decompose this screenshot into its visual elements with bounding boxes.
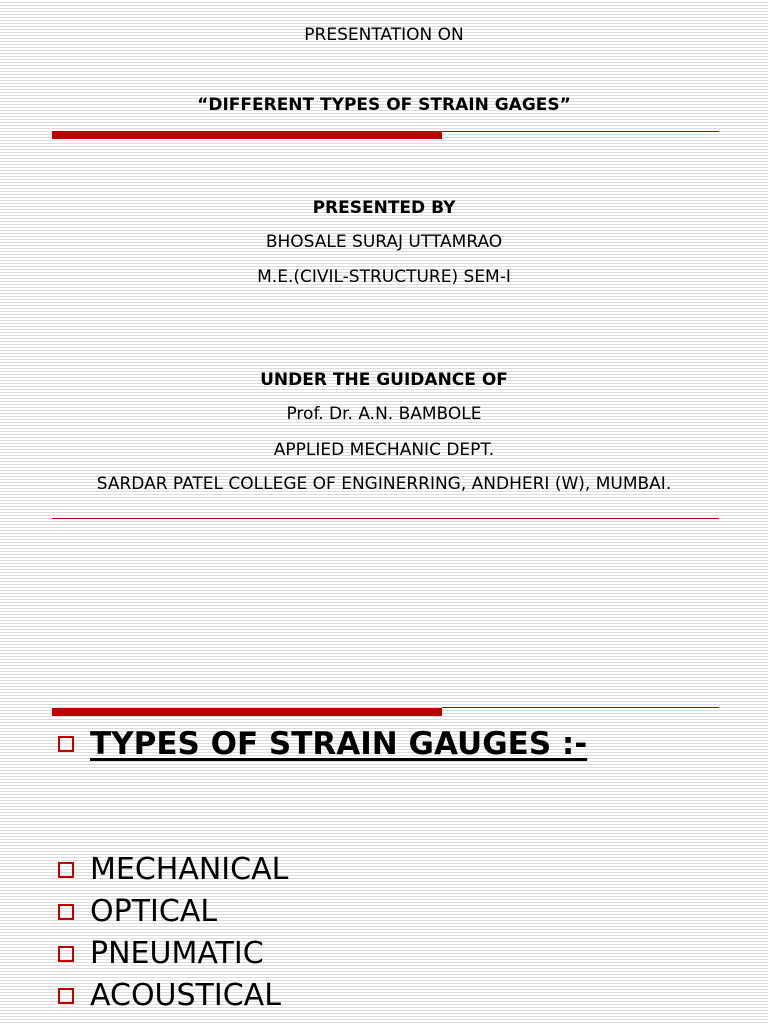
- list-item-label: ACOUSTICAL: [90, 978, 281, 1013]
- presentation-title: “DIFFERENT TYPES OF STRAIN GAGES”: [197, 95, 571, 115]
- list-item: [58, 893, 217, 931]
- list-item-label: PNEUMATIC: [90, 936, 264, 971]
- college-name: SARDAR PATEL COLLEGE OF ENGINERRING, ANDHERI (W), MUMBAI.: [96, 474, 672, 494]
- list-item-label: MECHANICAL: [90, 852, 289, 887]
- presented-by-label: PRESENTED BY: [312, 198, 456, 218]
- list-item: [58, 977, 281, 1015]
- hollow-square-bullet-icon: [58, 904, 74, 920]
- list-item-label: OPTICAL: [90, 894, 218, 929]
- list-item: [58, 851, 288, 889]
- types-slide: [0, 512, 768, 1024]
- presenter-course: M.E.(CIVIL-STRUCTURE) SEM-I: [257, 267, 511, 287]
- guide-name: Prof. Dr. A.N. BAMBOLE: [286, 404, 482, 424]
- hollow-square-bullet-icon: [58, 736, 74, 752]
- guidance-label: UNDER THE GUIDANCE OF: [260, 370, 508, 390]
- presentation-intro: PRESENTATION ON: [304, 25, 464, 45]
- title-accent-line: [442, 131, 719, 132]
- hollow-square-bullet-icon: [58, 862, 74, 878]
- types-heading: TYPES OF STRAIN GAUGES :-: [90, 726, 588, 762]
- types-accent-line: [442, 707, 719, 708]
- hollow-square-bullet-icon: [58, 946, 74, 962]
- title-accent-bar: [52, 131, 442, 139]
- department-name: APPLIED MECHANIC DEPT.: [273, 440, 495, 460]
- types-accent-bar: [52, 708, 442, 716]
- types-heading-row: [58, 724, 587, 764]
- presenter-name: BHOSALE SURAJ UTTAMRAO: [265, 232, 503, 252]
- hollow-square-bullet-icon: [58, 988, 74, 1004]
- list-item: [58, 935, 264, 973]
